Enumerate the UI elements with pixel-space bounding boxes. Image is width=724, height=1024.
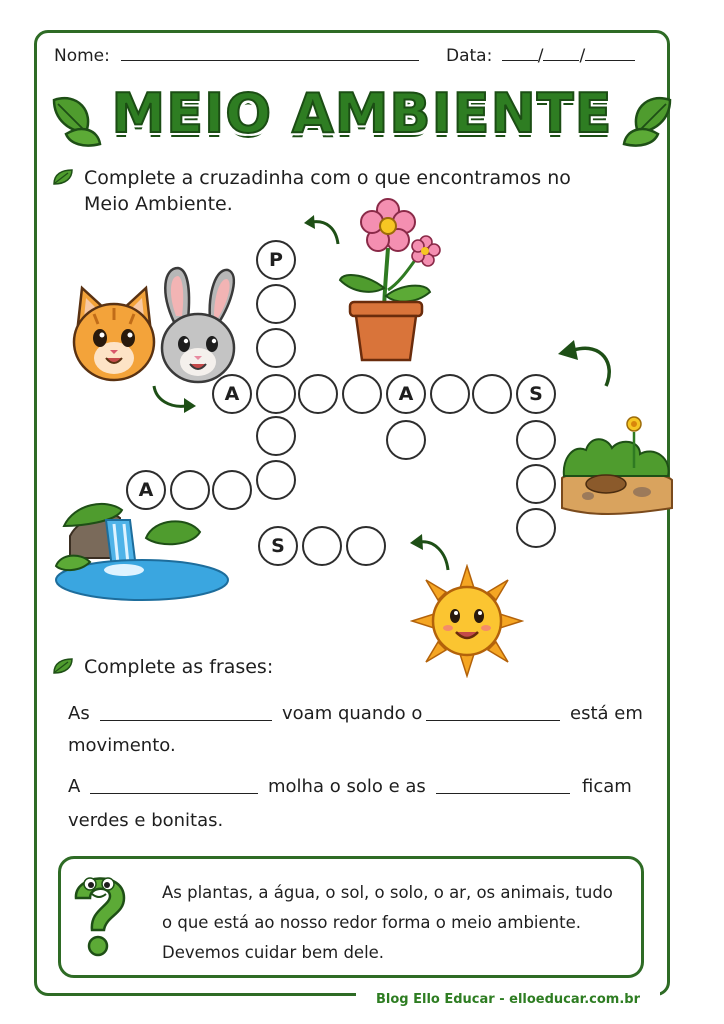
crossword-cell[interactable]	[516, 420, 556, 460]
crossword-cell[interactable]	[342, 374, 382, 414]
name-label: Nome:	[54, 46, 110, 66]
crossword-cell[interactable]	[256, 374, 296, 414]
crossword-instruction-text: Complete a cruzadinha com o que encontramos no	[84, 167, 571, 189]
sentence-text: ficam	[582, 776, 632, 797]
sentence-text: A	[68, 776, 81, 797]
crossword-cell[interactable]	[386, 420, 426, 460]
sentence-text: está em	[570, 703, 643, 724]
title-area	[0, 82, 724, 152]
crossword-cell[interactable]	[256, 240, 296, 280]
crossword-letter: S	[271, 535, 285, 557]
question-mark-icon	[66, 864, 132, 960]
cat-icon	[68, 284, 160, 388]
crossword-cell[interactable]	[472, 374, 512, 414]
crossword-cell[interactable]	[256, 328, 296, 368]
date-field[interactable]	[446, 46, 635, 66]
info-box-text	[162, 878, 632, 968]
crossword-cell[interactable]	[256, 284, 296, 324]
leaf-icon	[52, 657, 74, 675]
waterfall-icon	[50, 496, 230, 606]
date-label: Data:	[446, 46, 493, 66]
date-year-line[interactable]	[585, 46, 635, 61]
name-field[interactable]	[54, 46, 419, 66]
blank-line[interactable]	[90, 793, 258, 794]
crossword-cell[interactable]	[386, 374, 426, 414]
soil-icon	[560, 408, 674, 518]
rabbit-icon	[152, 262, 242, 388]
crossword-cell[interactable]	[256, 416, 296, 456]
crossword-cell[interactable]	[346, 526, 386, 566]
sentences-instruction-text: Complete as frases:	[84, 656, 274, 678]
sentences-instruction	[52, 654, 273, 680]
leaf-icon	[48, 88, 104, 150]
date-sep: /	[537, 46, 544, 66]
arrow-icon	[550, 334, 616, 390]
crossword-letter: A	[138, 479, 154, 501]
crossword-cell[interactable]	[302, 526, 342, 566]
crossword-letter: A	[398, 383, 414, 405]
crossword-cell[interactable]	[516, 508, 556, 548]
date-sep: /	[579, 46, 586, 66]
info-line: Devemos cuidar bem dele.	[162, 943, 385, 962]
leaf-icon	[52, 168, 74, 186]
crossword-cell[interactable]	[258, 526, 298, 566]
crossword-letter: S	[529, 383, 543, 405]
sentence-text: molha o solo e as	[268, 776, 426, 797]
crossword-cell[interactable]	[430, 374, 470, 414]
crossword-instruction	[52, 165, 571, 217]
info-line: As plantas, a água, o sol, o solo, o ar, os animais, tudo	[162, 883, 613, 902]
sentence-text: voam quando o	[282, 703, 423, 724]
sentence-text: As	[68, 703, 90, 724]
blank-line[interactable]	[436, 793, 570, 794]
date-day-line[interactable]	[502, 46, 538, 61]
sentence-text: movimento.	[68, 735, 176, 756]
leaf-icon	[620, 88, 676, 150]
blank-line[interactable]	[100, 720, 272, 721]
crossword-cell[interactable]	[516, 464, 556, 504]
crossword-cell[interactable]	[298, 374, 338, 414]
sun-icon	[410, 564, 524, 678]
date-month-line[interactable]	[543, 46, 579, 61]
crossword-letter: P	[269, 249, 283, 271]
crossword-instruction-text-cont: Meio Ambiente.	[84, 193, 233, 215]
info-line: o que está ao nosso redor forma o meio ambiente.	[162, 913, 581, 932]
crossword-letter: A	[224, 383, 240, 405]
crossword-cell[interactable]	[256, 460, 296, 500]
footer-credit: Blog Ello Educar - elloeducar.com.br	[356, 990, 660, 1010]
blank-line[interactable]	[426, 720, 560, 721]
sentence-text: verdes e bonitas.	[68, 810, 224, 831]
page-title: MEIO AMBIENTE	[111, 82, 613, 145]
name-line[interactable]	[121, 46, 419, 61]
flower-pot-icon	[334, 196, 444, 364]
